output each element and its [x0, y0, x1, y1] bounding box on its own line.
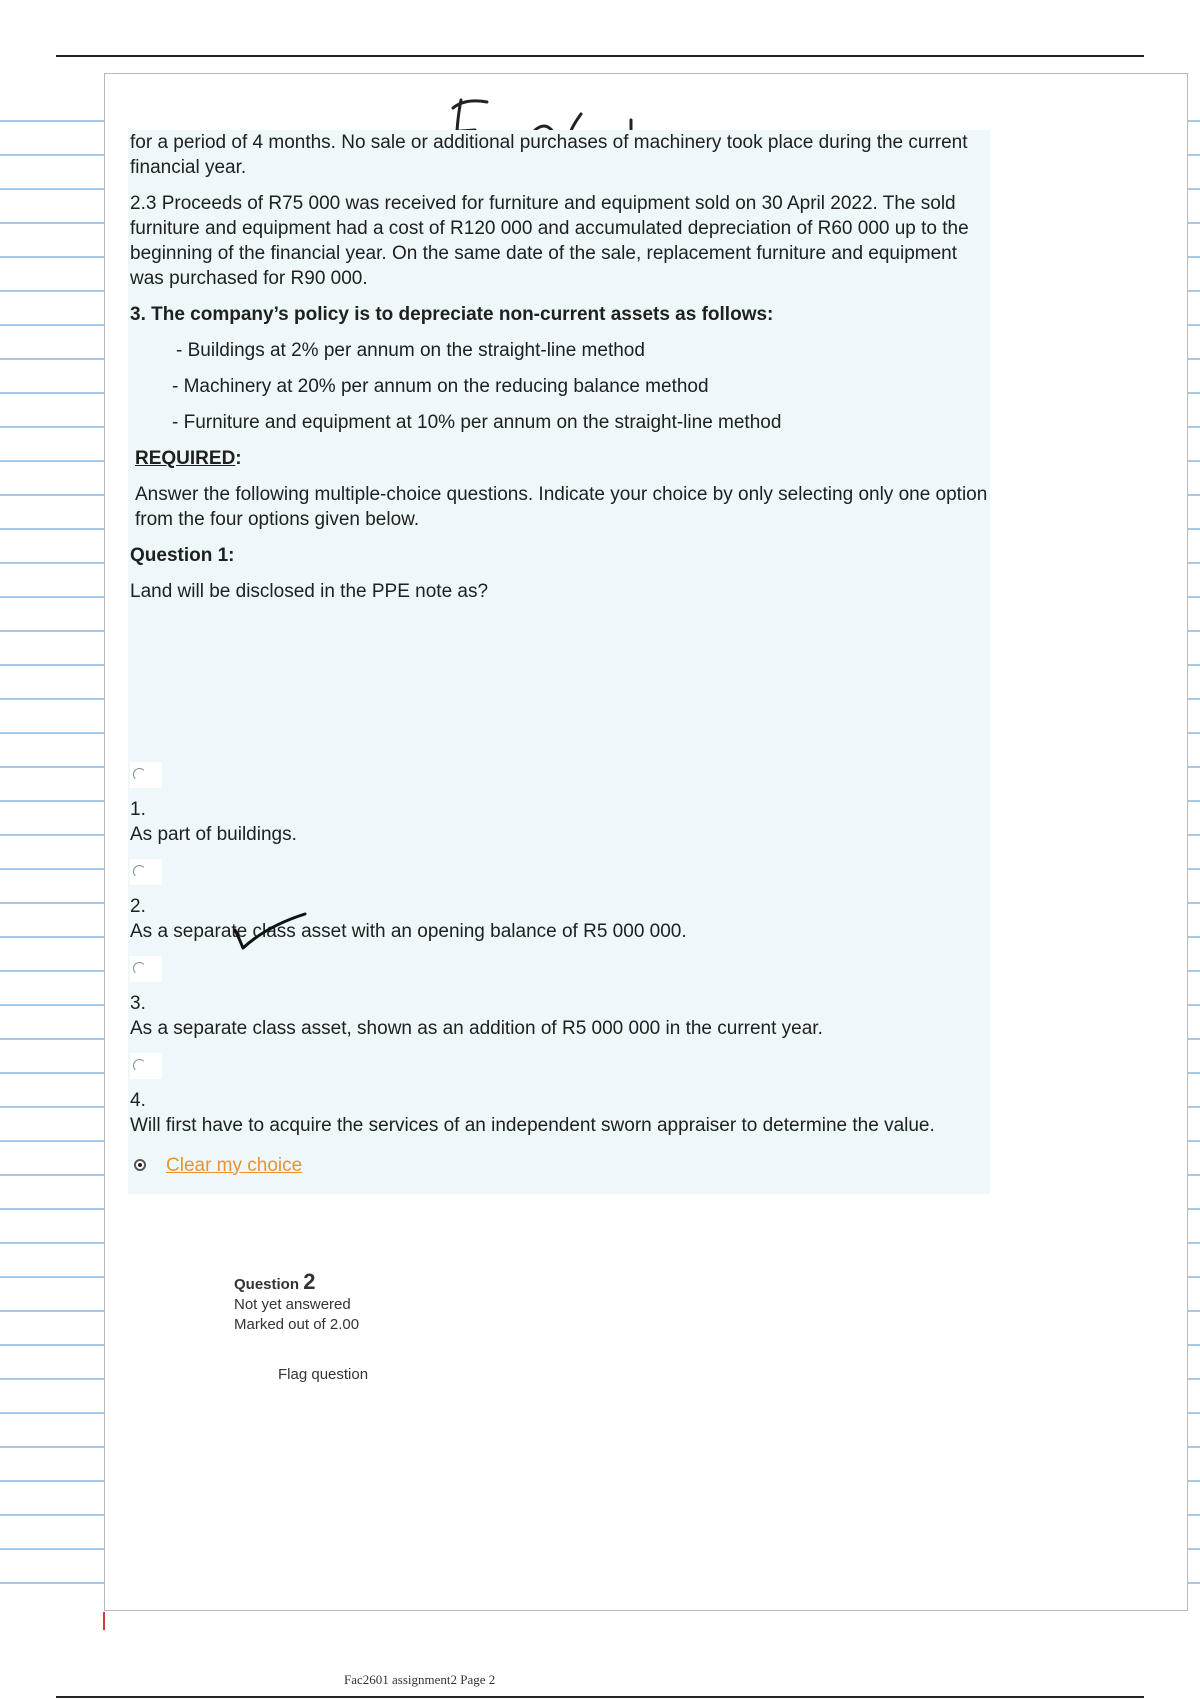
question-marks: Marked out of 2.00: [234, 1316, 360, 1333]
option-1-radio[interactable]: [130, 762, 162, 788]
option-4[interactable]: [130, 1053, 990, 1138]
handwritten-title-text: fac2601: [405, 80, 409, 81]
radio-icon: [133, 768, 146, 781]
question-info-number: 2: [303, 1269, 316, 1294]
clear-choice-link[interactable]: Clear my choice: [166, 1154, 303, 1176]
question-label: Question 1:: [130, 545, 235, 566]
option-text: Will first have to acquire the services of an independent sworn appraiser to determine the value.: [130, 1115, 935, 1136]
option-text: As a separate class asset, shown as an addition of R5 000 000 in the current year.: [130, 1018, 823, 1039]
policy-buildings: - Buildings at 2% per annum on the straight-line method: [176, 340, 645, 361]
policy-heading: 3. The company’s policy is to depreciate non-current assets as follows:: [130, 304, 774, 325]
policy-furniture: - Furniture and equipment at 10% per annum on the straight-line method: [172, 412, 782, 433]
option-number: 2.: [130, 896, 146, 917]
radio-icon: [133, 1059, 146, 1072]
page-footer: Fac2601 assignment2 Page 2: [344, 1672, 496, 1687]
required-heading: REQUIRED:: [130, 446, 990, 471]
ruled-paper-left: [0, 88, 104, 1608]
top-rule: [56, 55, 1144, 57]
selected-radio-icon[interactable]: [134, 1159, 146, 1171]
instructions: Answer the following multiple-choice questions. Indicate your choice by only selecting only one option from the four options given below.: [135, 484, 988, 530]
option-1[interactable]: [130, 762, 990, 847]
required-label: REQUIRED: [135, 448, 236, 469]
question-info: [234, 1269, 360, 1335]
flag-question-button[interactable]: Flag question: [278, 1366, 369, 1383]
question-status: Not yet answered: [234, 1296, 351, 1313]
intro-continued: for a period of 4 months. No sale or additional purchases of machinery took place during the current financial year.: [130, 132, 968, 178]
handwritten-checkmark-icon: [227, 912, 307, 954]
radio-icon: [133, 865, 146, 878]
option-number: 4.: [130, 1090, 146, 1111]
option-text: As a separate class asset with an opening balance of R5 000 000.: [130, 921, 687, 942]
option-3[interactable]: [130, 956, 990, 1041]
margin-mark: [103, 1612, 105, 1630]
bottom-rule: [56, 1696, 1144, 1698]
option-number: 3.: [130, 993, 146, 1014]
option-4-radio[interactable]: [130, 1053, 162, 1079]
clear-choice-row: [130, 1150, 990, 1180]
option-text: As part of buildings.: [130, 824, 297, 845]
question-info-label: Question: [234, 1276, 300, 1293]
question-text: Land will be disclosed in the PPE note as?: [130, 581, 489, 602]
question-content: [130, 130, 990, 1180]
radio-icon: [133, 962, 146, 975]
policy-machinery: - Machinery at 20% per annum on the reducing balance method: [172, 376, 709, 397]
option-number: 1.: [130, 799, 146, 820]
ruled-paper-right: [1188, 88, 1200, 1608]
option-3-radio[interactable]: [130, 956, 162, 982]
option-2-radio[interactable]: [130, 859, 162, 885]
item-2-3: 2.3 Proceeds of R75 000 was received for furniture and equipment sold on 30 April 2022. The sold furniture and equipment had a cost of R120 000 and accumulated depreciation of R60 000 up to the beginning of the financial year. On the same date of the sale, replacement furniture and equipment was purchased for R90 000.: [130, 193, 969, 289]
